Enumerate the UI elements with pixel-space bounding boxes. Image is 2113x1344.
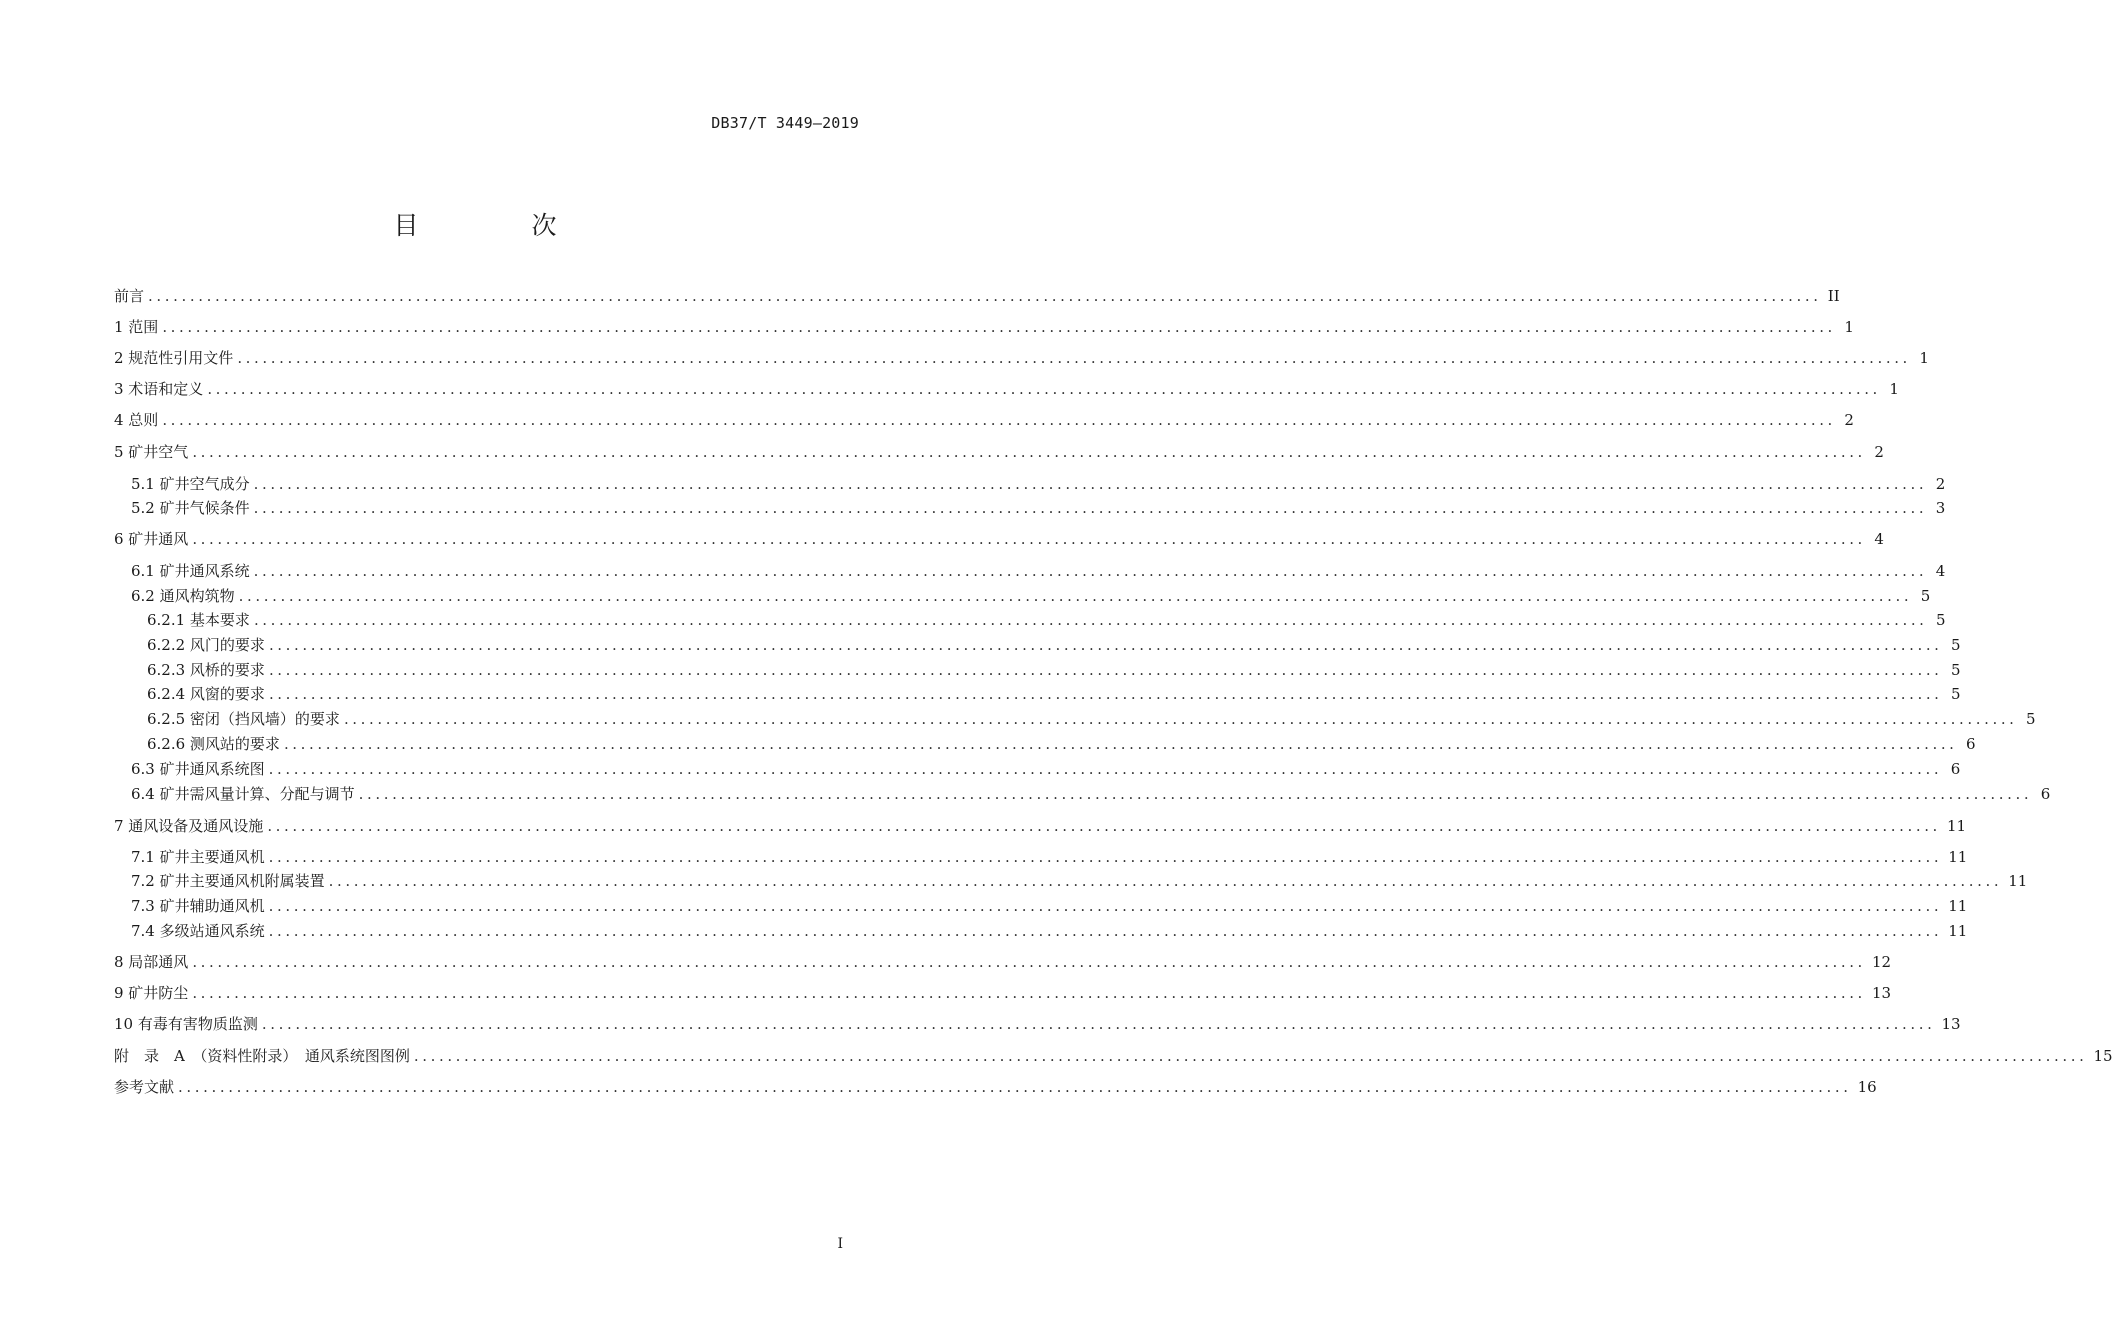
dot-leader: ........................................................................................................................................................................................................	[268, 897, 1943, 915]
toc-entry-label: 6.2.3 风桥的要求	[147, 661, 265, 679]
toc-entry-page: 6	[1966, 735, 1976, 753]
toc-entry-page: 6	[2040, 785, 2051, 803]
toc-entry[interactable]	[114, 845, 1968, 869]
toc-entry-label: 6.3 矿井通风系统图	[131, 760, 265, 778]
toc-entry[interactable]	[114, 981, 1892, 1005]
toc-entry[interactable]	[114, 1044, 2113, 1068]
dot-leader: ........................................................................................................................................................................................................	[253, 499, 1928, 517]
dot-leader: ........................................................................................................................................................................................................	[238, 587, 1913, 605]
toc-entry[interactable]	[114, 707, 2036, 731]
toc-entry[interactable]	[114, 315, 1854, 339]
toc-entry[interactable]	[114, 814, 1967, 838]
dot-leader: ........................................................................................................................................................................................................	[192, 953, 1866, 971]
dot-leader: ........................................................................................................................................................................................................	[192, 984, 1866, 1002]
dot-leader: ........................................................................................................................................................................................................	[358, 785, 2033, 803]
dot-leader: ........................................................................................................................................................................................................	[178, 1078, 1852, 1096]
toc-entry[interactable]	[114, 1075, 1877, 1099]
dot-leader: ........................................................................................................................................................................................................	[268, 848, 1943, 866]
toc-entry[interactable]	[114, 658, 1961, 682]
toc-entry[interactable]	[114, 496, 1946, 520]
toc-entry[interactable]	[114, 782, 2051, 806]
toc-entry-label: 6.2.1 基本要求	[147, 611, 250, 629]
document-code: DB37/T 3449—2019	[711, 114, 859, 132]
toc-entry-label: 6.2.6 测风站的要求	[147, 735, 280, 753]
toc-entry-page: 4	[1935, 562, 1946, 580]
toc-entry-page: 3	[1935, 499, 1946, 517]
toc-entry[interactable]	[114, 346, 1929, 370]
dot-leader: ........................................................................................................................................................................................................	[261, 1015, 1936, 1033]
toc-entry[interactable]	[114, 559, 1946, 583]
toc-entry-label: 6.2 通风构筑物	[131, 587, 235, 605]
dot-leader: ........................................................................................................................................................................................................	[268, 636, 1943, 654]
toc-entry-page: 1	[1844, 318, 1854, 336]
toc-entry-label: 8 局部通风	[114, 953, 189, 971]
toc-entry-label: 7.4 多级站通风系统	[131, 922, 265, 940]
dot-leader: ........................................................................................................................................................................................................	[268, 661, 1943, 679]
toc-entry-page: 5	[1951, 685, 1961, 703]
toc-entry[interactable]	[114, 894, 1968, 918]
dot-leader: ........................................................................................................................................................................................................	[268, 922, 1943, 940]
dot-leader: ........................................................................................................................................................................................................	[253, 475, 1928, 493]
toc-entry-label: 6 矿井通风	[114, 530, 189, 548]
dot-leader: ........................................................................................................................................................................................................	[162, 411, 1836, 429]
toc-entry[interactable]	[114, 633, 1961, 657]
toc-entry-label: 9 矿井防尘	[114, 984, 189, 1002]
toc-entry[interactable]	[114, 377, 1899, 401]
toc-entry-page: 5	[2026, 710, 2036, 728]
toc-entry[interactable]	[114, 440, 1884, 464]
toc-entry-label: 4 总则	[114, 411, 159, 429]
dot-leader: ........................................................................................................................................................................................................	[192, 530, 1866, 548]
dot-leader: ........................................................................................................................................................................................................	[268, 685, 1943, 703]
toc-entry-label: 7.2 矿井主要通风机附属装置	[131, 872, 325, 890]
toc-entry-page: 2	[1935, 475, 1946, 493]
page-title: 目 次	[393, 211, 601, 240]
toc-entry-label: 6.2.5 密闭（挡风墙）的要求	[147, 710, 340, 728]
toc-entry-label: 6.2.4 风窗的要求	[147, 685, 265, 703]
toc-entry-label: 前言	[114, 287, 145, 305]
toc-entry-page: 11	[1946, 817, 1967, 835]
toc-entry[interactable]	[114, 950, 1892, 974]
toc-entry-label: 5 矿井空气	[114, 443, 189, 461]
toc-entry-label: 7.3 矿井辅助通风机	[131, 897, 265, 915]
toc-entry-page: 6	[1950, 760, 1961, 778]
toc-entry-label: 10 有毒有害物质监测	[114, 1015, 258, 1033]
toc-entry-page: 2	[1844, 411, 1854, 429]
toc-entry-page: 5	[1951, 636, 1961, 654]
toc-entry[interactable]	[114, 584, 1931, 608]
dot-leader: ........................................................................................................................................................................................................	[413, 1047, 2088, 1065]
dot-leader: ........................................................................................................................................................................................................	[343, 710, 2018, 728]
dot-leader: ........................................................................................................................................................................................................	[237, 349, 1911, 367]
toc-entry-label: 5.1 矿井空气成分	[131, 475, 250, 493]
toc-entry-label: 7.1 矿井主要通风机	[131, 848, 265, 866]
toc-entry-page: 1	[1919, 349, 1929, 367]
toc-entry[interactable]	[114, 1012, 1961, 1036]
toc-entry[interactable]	[114, 682, 1961, 706]
dot-leader: ........................................................................................................................................................................................................	[192, 443, 1866, 461]
dot-leader: ........................................................................................................................................................................................................	[148, 287, 1822, 305]
page-number: I	[837, 1236, 843, 1252]
toc-entry-page: 5	[1951, 661, 1961, 679]
toc-entry-label: 1 范围	[114, 318, 159, 336]
dot-leader: ........................................................................................................................................................................................................	[162, 318, 1836, 336]
toc-entry-page: 4	[1874, 530, 1884, 548]
toc-entry-label: 7 通风设备及通风设施	[114, 817, 264, 835]
toc-entry-label: 6.1 矿井通风系统	[131, 562, 250, 580]
toc-entry[interactable]	[114, 919, 1968, 943]
toc-entry-page: 11	[1948, 922, 1968, 940]
toc-entry-label: 6.2.2 风门的要求	[147, 636, 265, 654]
toc-entry-page: II	[1827, 287, 1840, 305]
toc-entry-label: 3 术语和定义	[114, 380, 204, 398]
toc-entry-page: 11	[1948, 848, 1968, 866]
toc-entry-page: 15	[2093, 1047, 2113, 1065]
dot-leader: ........................................................................................................................................................................................................	[253, 611, 1928, 629]
toc-entry[interactable]	[114, 732, 1976, 756]
toc-entry-label: 附 录 A （资料性附录） 通风系统图图例	[114, 1047, 410, 1065]
toc-entry-label: 参考文献	[114, 1078, 175, 1096]
toc-entry-page: 11	[1948, 897, 1968, 915]
toc-entry-page: 13	[1941, 1015, 1961, 1033]
dot-leader: ........................................................................................................................................................................................................	[253, 562, 1928, 580]
toc-entry[interactable]	[114, 869, 2028, 893]
toc-entry-page: 16	[1857, 1078, 1877, 1096]
toc-entry[interactable]	[114, 472, 1946, 496]
dot-leader: ........................................................................................................................................................................................................	[283, 735, 1958, 753]
toc-entry-page: 1	[1889, 380, 1899, 398]
toc-entry[interactable]	[114, 284, 1840, 308]
toc-entry[interactable]	[114, 527, 1884, 551]
toc-entry-page: 11	[2008, 872, 2028, 890]
dot-leader: ........................................................................................................................................................................................................	[268, 760, 1943, 778]
toc-entry[interactable]	[114, 757, 1961, 781]
toc-entry-page: 13	[1871, 984, 1892, 1002]
toc-entry-page: 12	[1871, 953, 1892, 971]
toc-entry-page: 2	[1874, 443, 1884, 461]
toc-entry-page: 5	[1920, 587, 1931, 605]
toc-entry-label: 6.4 矿井需风量计算、分配与调节	[131, 785, 355, 803]
toc-entry-page: 5	[1936, 611, 1946, 629]
dot-leader: ........................................................................................................................................................................................................	[267, 817, 1941, 835]
dot-leader: ........................................................................................................................................................................................................	[328, 872, 2003, 890]
toc-entry-label: 5.2 矿井气候条件	[131, 499, 250, 517]
toc-entry[interactable]	[114, 408, 1854, 432]
toc-entry-label: 2 规范性引用文件	[114, 349, 234, 367]
toc-entry[interactable]	[114, 608, 1946, 632]
dot-leader: ........................................................................................................................................................................................................	[207, 380, 1881, 398]
